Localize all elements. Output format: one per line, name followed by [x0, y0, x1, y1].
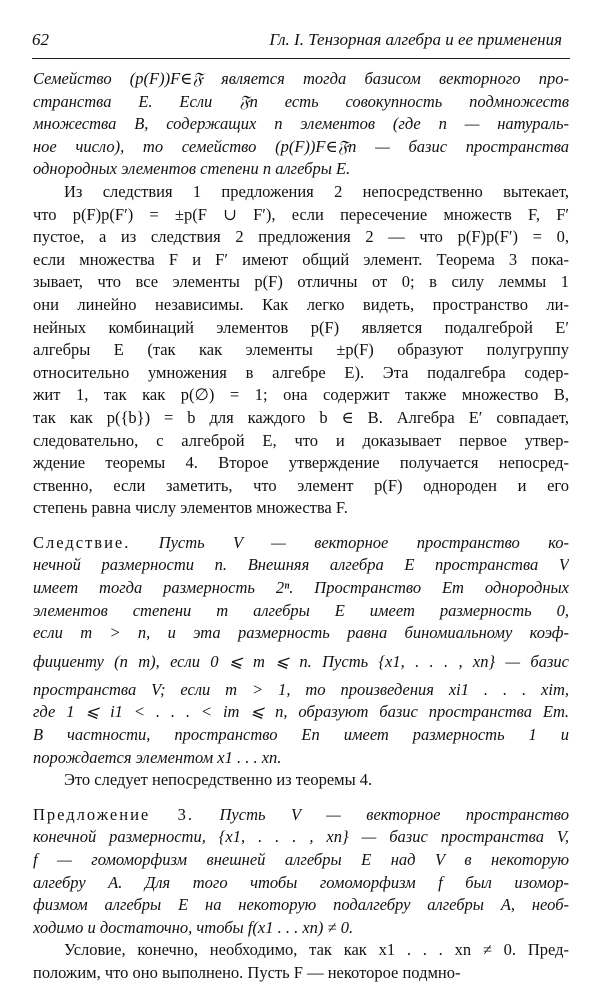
text-line	[33, 577, 569, 600]
line-text: так как p({b}) = b для каждого b ∈ B. Алгебра E′ совпадает,	[33, 407, 569, 427]
line-text: нечной размерности n. Внешняя алгебра E пространства V	[33, 555, 569, 575]
line-text: имеет тогда размерность 2ⁿ. Пространство Em однородных	[33, 578, 569, 598]
text-line	[33, 939, 569, 962]
line-text: f — гомоморфизм внешней алгебры E над V в некоторую	[33, 850, 569, 869]
line-text: странства E. Если 𝔉n есть совокупность подмножеств	[33, 91, 569, 111]
line-text: если множества F и F′ имеют общий элемент. Теорема 3 пока-	[33, 249, 569, 269]
text-line	[33, 872, 569, 895]
text-line	[33, 962, 569, 985]
text-line	[33, 384, 569, 407]
line-text: алгебры E (так как элементы ±p(F) образуют полугруппу	[33, 340, 569, 360]
line-text: Семейство (p(F))F∈𝔉 является тогда базисом векторного про-	[33, 69, 569, 88]
text-line	[33, 769, 569, 792]
paragraph-gap	[33, 520, 569, 532]
page-body	[33, 68, 569, 985]
line-text: ное число), то семейство (p(F))F∈𝔉n — базис пространства	[33, 136, 569, 156]
line-text: нейных комбинаций элементов p(F) является подалгеброй E′	[33, 317, 569, 337]
text-line	[33, 204, 569, 227]
text-line	[33, 113, 569, 136]
line-text: пустое, а из следствия 2 предложения 2 — что p(F)p(F′) = 0,	[33, 227, 569, 247]
text-line	[33, 826, 569, 849]
text-line	[33, 804, 569, 827]
line-text: Это следует непосредственно из теоремы 4.	[64, 770, 373, 790]
line-text: Условие, конечно, необходимо, так как x1 . . . xn ≠ 0. Пред-	[64, 940, 569, 960]
line-text: что p(F)p(F′) = ±p(F ∪ F′), если пересечение множеств F, F′	[33, 204, 569, 224]
text-line	[33, 475, 569, 498]
text-line	[33, 407, 569, 430]
text-line	[33, 91, 569, 114]
line-text: Пусть V — векторное пространство	[194, 804, 569, 824]
text-line	[33, 294, 569, 317]
text-line	[33, 68, 569, 91]
line-text: ственно, если заметить, что элемент p(F) однороден и его	[33, 475, 569, 495]
line-text: фициенту (n m), если 0 ⩽ m ⩽ n. Пусть {x1, . . . , xn} — базис	[33, 651, 569, 671]
line-text: положим, что оно выполнено. Пусть F — некоторое подмно-	[33, 962, 461, 982]
text-line	[33, 645, 569, 679]
text-line	[33, 894, 569, 917]
running-head: Гл. I. Тензорная алгебра и ее применения	[269, 30, 562, 49]
line-text: где 1 ⩽ i1 < . . . < im ⩽ n, образуют базис пространства Em.	[33, 702, 569, 722]
spaced-heading: Следствие.	[33, 532, 131, 552]
text-line	[33, 317, 569, 340]
line-text: конечной размерности, {x1, . . . , xn} — базис пространства V,	[33, 827, 569, 847]
text-line	[33, 917, 569, 940]
text-line	[33, 679, 569, 702]
text-line	[33, 532, 569, 555]
line-text: элементов степени m алгебры E имеет размерность 0,	[33, 600, 569, 620]
text-line	[33, 226, 569, 249]
spaced-heading: Предложение 3.	[33, 804, 195, 824]
text-line	[33, 724, 569, 747]
text-line	[33, 747, 569, 770]
line-text: пространства V; если m > 1, то произведения xi1 . . . xim,	[33, 679, 569, 699]
line-text: степень равна числу элементов множества F.	[33, 498, 348, 518]
text-line	[33, 430, 569, 453]
text-line	[33, 622, 569, 645]
line-text: множества B, содержащих n элементов (где n — натураль-	[33, 114, 569, 134]
line-text: Пусть V — векторное пространство ко-	[130, 532, 569, 552]
text-line	[33, 158, 569, 181]
text-line	[33, 249, 569, 272]
line-text: В частности, пространство En имеет размерность 1 и	[33, 725, 569, 745]
text-line	[33, 181, 569, 204]
text-line	[33, 452, 569, 475]
header-rule	[32, 58, 570, 59]
line-text: зывает, что все элементы p(F) отличны от 0; в силу леммы 1	[33, 272, 569, 292]
text-line	[33, 701, 569, 724]
line-text: относительно умножения в алгебре E). Эта подалгебра содер-	[33, 362, 569, 382]
line-text: ждение теоремы 4. Второе утверждение получается непосред-	[33, 453, 569, 473]
paragraph-gap	[33, 792, 569, 804]
text-line	[33, 849, 569, 872]
line-text: однородных элементов степени n алгебры E.	[33, 159, 351, 179]
text-line	[33, 600, 569, 623]
line-text: они линейно независимы. Как легко видеть, пространство ли-	[33, 294, 569, 314]
text-line	[33, 271, 569, 294]
line-text: жит 1, так как p(∅) = 1; она содержит также множество B,	[33, 385, 569, 405]
text-line	[33, 362, 569, 385]
text-line	[33, 339, 569, 362]
line-text: Из следствия 1 предложения 2 непосредственно вытекает,	[64, 181, 569, 201]
line-text: если m > n, и эта размерность равна биномиальному коэф-	[33, 623, 569, 643]
line-text: физмом алгебры E на некоторую подалгебру алгебры A, необ-	[33, 895, 569, 915]
text-line	[33, 136, 569, 159]
line-text: ходимо и достаточно, чтобы f(x1 . . . xn) ≠ 0.	[33, 917, 354, 937]
line-text: порождается элементом x1 . . . xn.	[33, 747, 282, 767]
line-text: алгебру A. Для того чтобы гомоморфизм f был изомор-	[33, 872, 569, 892]
text-line	[33, 497, 569, 520]
line-text: следовательно, с алгеброй E, что и доказывает первое утвер-	[33, 430, 569, 450]
page-number: 62	[32, 30, 49, 49]
text-line	[33, 554, 569, 577]
